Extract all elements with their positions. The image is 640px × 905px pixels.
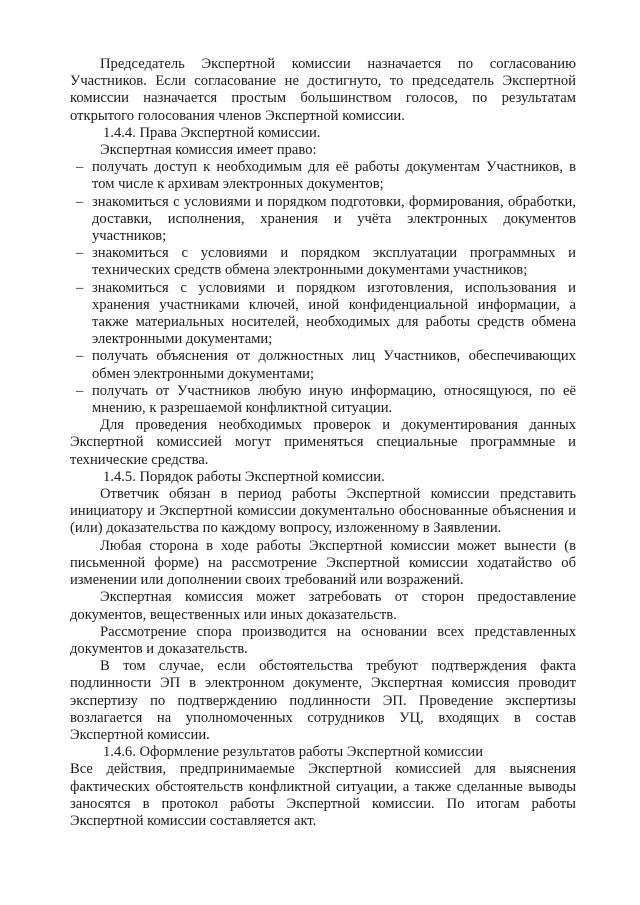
section-heading-1-4-6: 1.4.6. Оформление результатов работы Экспертной комиссии: [103, 744, 484, 761]
list-item: [70, 383, 576, 417]
paragraph-special-tools: Для проведения необходимых проверок и документирования данных Экспертной комиссией могут применяться специальные программные и технические средства.: [70, 417, 576, 468]
section-heading-1-4-4: 1.4.4. Права Экспертной комиссии.: [103, 124, 321, 141]
list-item: [70, 245, 576, 279]
paragraph-commission-rights-intro: Экспертная комиссия имеет право:: [100, 142, 317, 159]
paragraph-chairman-appointment: Председатель Экспертной комиссии назначается по согласованию Участников. Если согласование не достигнуто, то председатель Экспертной комиссии назначается простым большинством голосов, по результатам открытого голосования членов Экспертной комиссии.: [70, 56, 576, 124]
list-item: [70, 280, 576, 349]
list-bullet: –: [76, 159, 84, 176]
list-bullet: –: [76, 245, 84, 262]
paragraph-evidence-request: Экспертная комиссия может затребовать от сторон предоставление документов, вещественных или иных доказательств.: [70, 589, 576, 623]
list-item-text: знакомиться с условиями и порядком подготовки, формирования, обработки, доставки, исполнения, хранения и учёта электронных документов участников;: [92, 193, 576, 245]
document-page: [70, 56, 576, 830]
rights-list: [70, 159, 576, 417]
list-item-text: получать от Участников любую иную информацию, относящуюся, по её мнению, к разрешаемой конфликтной ситуации.: [92, 382, 576, 417]
paragraph-results-protocol: Все действия, предпринимаемые Экспертной комиссией для выяснения фактических обстоятельств конфликтной ситуации, а также сделанные выводы заносятся в протокол работы Экспертной комиссии. По итогам работы Экспертной комиссии составляется акт.: [70, 761, 576, 829]
paragraph-signature-expertise: В том случае, если обстоятельства требуют подтверждения факта подлинности ЭП в электронном документе, Экспертная комиссия проводит экспертизу по подтверждению подлинности ЭП. Проведение экспертизы возлагается на уполномоченных сотрудников УЦ, входящих в состав Экспертной комиссии.: [70, 658, 576, 743]
list-bullet: –: [76, 279, 84, 296]
list-item-text: знакомиться с условиями и порядком эксплуатации программных и технических средств обмена электронными документами участников;: [92, 245, 576, 279]
list-bullet: –: [76, 382, 84, 399]
list-item-text: получать объяснения от должностных лиц Участников, обеспечивающих обмен электронными документами;: [92, 348, 576, 382]
paragraph-petition: Любая сторона в ходе работы Экспертной комиссии может вынести (в письменной форме) на рассмотрение Экспертной комиссии ходатайство об изменении или дополнении своих требований или возражений.: [70, 537, 576, 589]
list-bullet: –: [76, 193, 84, 210]
section-heading-1-4-5: 1.4.5. Порядок работы Экспертной комиссии.: [103, 468, 385, 485]
list-item: [70, 348, 576, 382]
list-bullet: –: [76, 348, 84, 365]
list-item-text: получать доступ к необходимым для её работы документам Участников, в том числе к архивам электронных документов;: [92, 159, 576, 193]
list-item-text: знакомиться с условиями и порядком изготовления, использования и хранения участниками ключей, иной конфиденциальной информации, а также материальных носителей, необходимых для работы средств обмена электронными документами;: [92, 279, 576, 348]
paragraph-respondent-obligation: Ответчик обязан в период работы Экспертной комиссии представить инициатору и Экспертной комиссии документально обоснованные объяснения и (или) доказательства по каждому вопросу, изложенному в Заявлении.: [70, 486, 576, 537]
paragraph-dispute-consideration: Рассмотрение спора производится на основании всех представленных документов и доказательств.: [70, 623, 576, 657]
list-item: [70, 159, 576, 193]
list-item: [70, 194, 576, 246]
